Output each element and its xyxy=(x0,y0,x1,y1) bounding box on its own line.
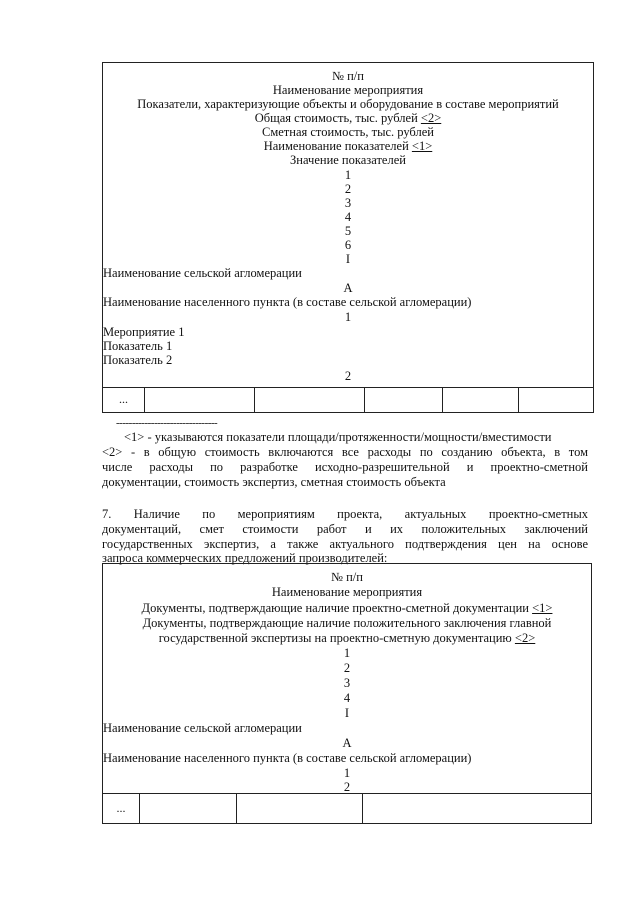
table-row xyxy=(103,387,593,412)
number-column-header: № п/п xyxy=(331,570,363,584)
expertise-header: Документы, подтверждающие наличие положительного заключения главной xyxy=(142,616,552,630)
table-cell xyxy=(145,388,255,412)
estimated-cost-header: Сметная стоимость, тыс. рублей xyxy=(262,125,434,139)
design-docs-label: Документы, подтверждающие наличие проектно-сметной документации xyxy=(141,601,529,615)
footnote-2-line: числе расходы по разработке исходно-разрешительной и проектно-сметной xyxy=(102,460,588,474)
expertise-header-cont xyxy=(103,631,591,645)
column-number: 3 xyxy=(344,196,352,210)
indicator-names-label: Наименование показателей xyxy=(263,139,409,153)
section-7-line: государственных экспертиз, а также актуального подтверждения цен на основе xyxy=(102,537,588,551)
design-docs-header xyxy=(103,601,591,615)
column-number: 5 xyxy=(344,224,352,238)
table-row xyxy=(103,793,591,823)
table-cell xyxy=(363,794,591,823)
table-cell xyxy=(365,388,443,412)
table-cell xyxy=(255,388,365,412)
footnote-separator: -------------------------------- xyxy=(116,417,218,429)
settlement-label: Наименование населенного пункта (в составе сельской агломерации) xyxy=(103,295,472,309)
footnote-2-line: <2> - в общую стоимость включаются все расходы по созданию объекта, в том xyxy=(102,445,588,459)
event-name-header: Наименование мероприятия xyxy=(271,585,423,599)
column-number: 2 xyxy=(343,661,351,675)
event-item: Мероприятие 1 xyxy=(103,325,185,339)
second-number: 2 xyxy=(344,369,352,383)
event-name-header: Наименование мероприятия xyxy=(272,83,424,97)
indicators-table xyxy=(102,62,594,413)
section-roman-numeral: I xyxy=(344,706,350,720)
column-number: 3 xyxy=(343,676,351,690)
total-cost-label: Общая стоимость, тыс. рублей xyxy=(254,111,418,125)
table-cell xyxy=(237,794,363,823)
footnote-1: <1> - указываются показатели площади/протяженности/мощности/вместимости xyxy=(124,430,552,444)
section-7-line: документаций, смет стоимости работ и их положительных заключений xyxy=(102,522,588,536)
column-number: 1 xyxy=(344,168,352,182)
ellipsis-cell: ... xyxy=(103,388,145,412)
settlement-number: 1 xyxy=(344,310,352,324)
footnote-ref-1[interactable]: <1> xyxy=(411,139,433,153)
section-7-line: 7. Наличие по мероприятиям проекта, актуальных проектно-сметных xyxy=(102,507,588,521)
second-number: 2 xyxy=(343,780,351,794)
agglomeration-label: Наименование сельской агломерации xyxy=(103,721,302,735)
indicator-names-header xyxy=(103,139,593,153)
section-roman-numeral: I xyxy=(345,252,351,266)
agglomeration-label: Наименование сельской агломерации xyxy=(103,266,302,280)
ellipsis-cell: ... xyxy=(103,794,140,823)
section-7-line: запроса коммерческих предложений производителей: xyxy=(102,551,388,565)
settlement-label: Наименование населенного пункта (в составе сельской агломерации) xyxy=(103,751,472,765)
column-number: 4 xyxy=(343,691,351,705)
expertise-label: государственной экспертизы на проектно-сметную документацию xyxy=(158,631,512,645)
section-letter: A xyxy=(342,736,352,750)
documents-table xyxy=(102,563,592,824)
footnote-ref-2[interactable]: <2> xyxy=(420,111,442,125)
footnote-2-line: документации, стоимость экспертиз, сметная стоимость объекта xyxy=(102,475,446,489)
column-number: 2 xyxy=(344,182,352,196)
indicator-item: Показатель 1 xyxy=(103,339,173,353)
characteristics-header: Показатели, характеризующие объекты и оборудование в составе мероприятий xyxy=(137,97,559,111)
indicator-item: Показатель 2 xyxy=(103,353,173,367)
section-letter: A xyxy=(343,281,353,295)
column-number: 1 xyxy=(343,646,351,660)
table-cell xyxy=(140,794,237,823)
footnote-ref-1[interactable]: <1> xyxy=(532,601,553,615)
number-column-header: № п/п xyxy=(332,69,364,83)
table-cell xyxy=(519,388,593,412)
total-cost-header xyxy=(103,111,593,125)
footnote-ref-2[interactable]: <2> xyxy=(514,631,536,645)
table-cell xyxy=(443,388,519,412)
column-number: 4 xyxy=(344,210,352,224)
indicator-values-header: Значение показателей xyxy=(290,153,406,167)
settlement-number: 1 xyxy=(343,766,351,780)
column-number: 6 xyxy=(344,238,352,252)
